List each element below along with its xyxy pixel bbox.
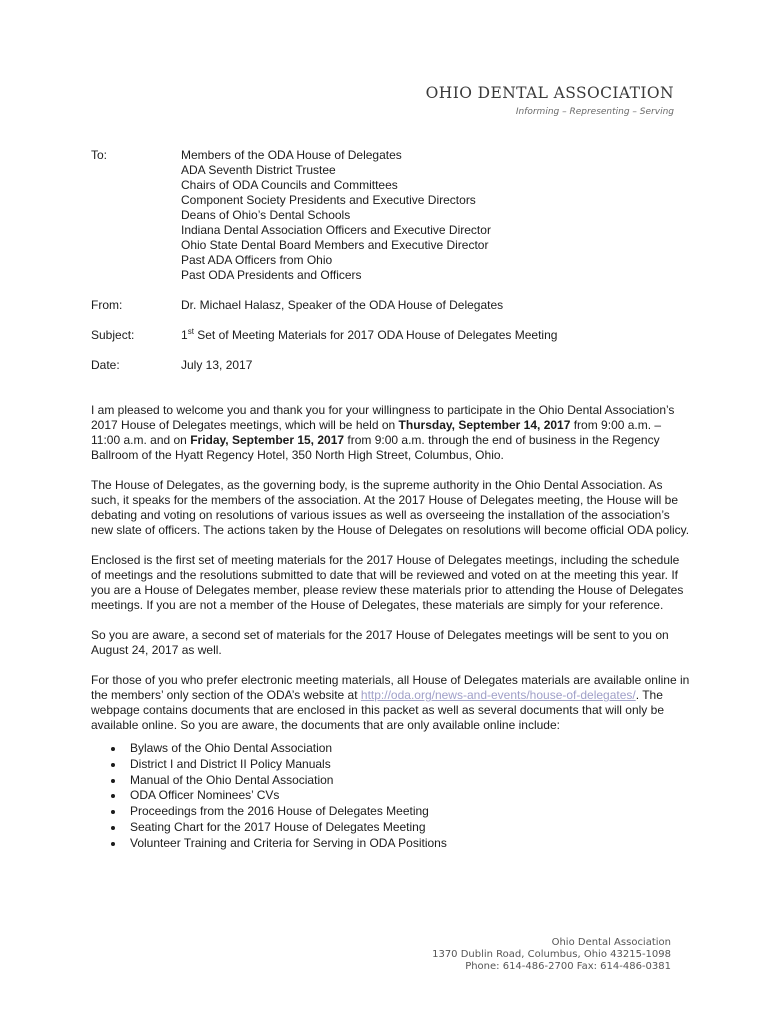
org-tagline: Informing – Representing – Serving [515, 107, 674, 117]
letterhead [426, 84, 674, 118]
memo-document [91, 148, 691, 852]
online-documents-list [91, 741, 691, 852]
recipient: Chairs of ODA Councils and Committees [181, 178, 398, 192]
list-item: District I and District II Policy Manuals [111, 757, 691, 773]
to-label: To: [91, 148, 108, 162]
friday-date: Friday, September 15, 2017 [190, 433, 345, 447]
house-of-delegates-link[interactable]: http://oda.org/news-and-events/house-of-delegates/ [360, 688, 636, 702]
memo-date-row [91, 358, 691, 373]
subject-ordinal: 1 [181, 328, 188, 342]
welcome-paragraph: I am pleased to welcome you and thank you for your willingness to participate in the Ohio Dental Association’s 2017 House of Delegates meetings, which will be held on Thursday, September 14, 2017 from 9:00 a.m. – 11:00 a.m. and on Friday, September 15, 2017 from 9:00 a.m. through the end of business in the Regency Ballroom of the Hyatt Regency Hotel, 350 North High Street, Columbus, Ohio. [91, 403, 675, 462]
list-item: Seating Chart for the 2017 House of Delegates Meeting [111, 820, 691, 836]
date-value: July 13, 2017 [181, 358, 253, 372]
recipient: Component Society Presidents and Executive Directors [181, 193, 476, 207]
list-item: Bylaws of the Ohio Dental Association [111, 741, 691, 757]
subject-ordinal-suffix: st [187, 327, 194, 336]
thursday-date: Thursday, September 14, 2017 [398, 418, 571, 432]
list-item: Manual of the Ohio Dental Association [111, 773, 691, 789]
from-label: From: [91, 298, 123, 312]
memo-to-row [91, 148, 691, 283]
org-name: OHIO DENTAL ASSOCIATION [425, 84, 674, 102]
footer-phone: Phone: 614-486-2700 Fax: 614-486-0381 [465, 961, 671, 972]
list-item: ODA Officer Nominees’ CVs [111, 788, 691, 804]
recipient: Deans of Ohio’s Dental Schools [181, 208, 351, 222]
recipient: Ohio State Dental Board Members and Executive Director [181, 238, 489, 252]
recipient: ADA Seventh District Trustee [181, 163, 336, 177]
recipient: Members of the ODA House of Delegates [181, 148, 402, 162]
from-value: Dr. Michael Halasz, Speaker of the ODA House of Delegates [181, 298, 504, 312]
footer-address-block [432, 937, 671, 973]
recipient-list [181, 148, 691, 283]
subject-value [181, 328, 691, 343]
footer-address: 1370 Dublin Road, Columbus, Ohio 43215-1098 [432, 949, 671, 960]
date-label: Date: [91, 358, 120, 372]
governance-paragraph: The House of Delegates, as the governing body, is the supreme authority in the Ohio Dental Association. As such, it speaks for the members of the association. At the 2017 House of Delegates meeting, the House will be debating and voting on resolutions of various issues as well as overseeing the installation of the association’s new slate of officers. The actions taken by the House of Delegates on resolutions will become official ODA policy. [91, 478, 690, 537]
subject-text: Set of Meeting Materials for 2017 ODA House of Delegates Meeting [193, 328, 558, 342]
materials-paragraph: Enclosed is the first set of meeting materials for the 2017 House of Delegates meetings, including the schedule of meetings and the resolutions submitted to date that will be reviewed and voted on at the meeting this year. If you are a House of Delegates member, please review these materials prior to attending the House of Delegates meetings. If you are not a member of the House of Delegates, these materials are simply for your reference. [91, 553, 684, 612]
second-set-paragraph: So you are aware, a second set of materials for the 2017 House of Delegates meetings will be sent to you on August 24, 2017 as well. [91, 628, 669, 657]
subject-label: Subject: [91, 328, 135, 342]
recipient: Indiana Dental Association Officers and Executive Director [181, 223, 491, 237]
footer-org-name: Ohio Dental Association [551, 937, 671, 948]
list-item: Proceedings from the 2016 House of Delegates Meeting [111, 804, 691, 820]
memo-from-row [91, 298, 691, 313]
recipient: Past ADA Officers from Ohio [181, 253, 333, 267]
memo-subject-row [91, 328, 691, 343]
online-materials-paragraph: For those of you who prefer electronic meeting materials, all House of Delegates materials are available online in the members’ only section of the ODA’s website at http://oda.org/news-and-events/house-of-delegates/. The webpage contains documents that are enclosed in this packet as well as several documents that will only be available online. So you are aware, the documents that are only available online include: [91, 673, 690, 732]
list-item: Volunteer Training and Criteria for Serving in ODA Positions [111, 836, 691, 852]
recipient: Past ODA Presidents and Officers [181, 268, 362, 282]
